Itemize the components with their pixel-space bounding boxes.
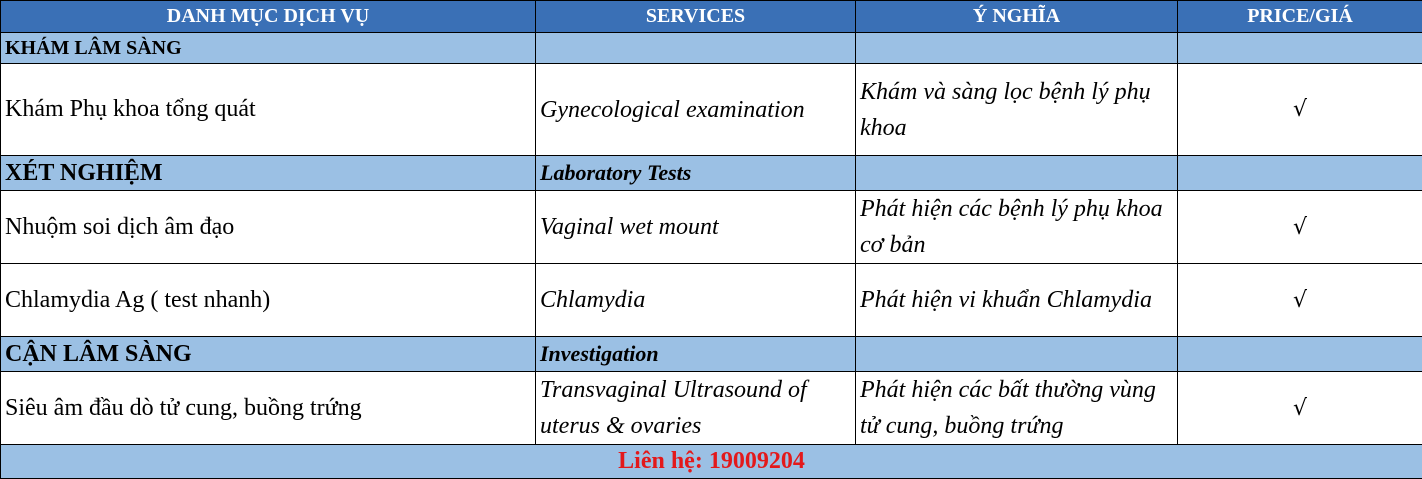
contact-hotline: Liên hệ: 19009204 [1, 445, 1422, 479]
section-row-lab-tests [1, 156, 1422, 191]
service-name: Nhuộm soi dịch âm đạo [1, 191, 536, 264]
section-empty-cell [1178, 156, 1422, 191]
service-meaning: Phát hiện các bất thường vùng tử cung, buồng trứng [856, 372, 1178, 445]
section-title: XÉT NGHIỆM [1, 156, 536, 191]
section-title: CẬN LÂM SÀNG [1, 337, 536, 372]
table-row [1, 191, 1422, 264]
service-meaning: Khám và sàng lọc bệnh lý phụ khoa [856, 64, 1178, 156]
section-row-investigation [1, 337, 1422, 372]
price-check-mark: √ [1178, 372, 1422, 445]
section-empty-cell [856, 33, 1178, 64]
service-name-en: Chlamydia [536, 264, 856, 337]
table-row [1, 64, 1422, 156]
service-meaning: Phát hiện vi khuẩn Chlamydia [856, 264, 1178, 337]
price-check-mark: √ [1178, 64, 1422, 156]
section-empty-cell [1178, 33, 1422, 64]
service-meaning: Phát hiện các bệnh lý phụ khoa cơ bản [856, 191, 1178, 264]
section-row-clinical-exam [1, 33, 1422, 64]
section-title: KHÁM LÂM SÀNG [1, 33, 536, 64]
section-title-en: Laboratory Tests [536, 156, 856, 191]
service-name-en: Gynecological examination [536, 64, 856, 156]
header-services: SERVICES [536, 1, 856, 33]
table-row [1, 264, 1422, 337]
service-name-en: Transvaginal Ultrasound of uterus & ovaries [536, 372, 856, 445]
service-name: Siêu âm đầu dò tử cung, buồng trứng [1, 372, 536, 445]
header-meaning: Ý NGHĨA [856, 1, 1178, 33]
header-service-list: DANH MỤC DỊCH VỤ [1, 1, 536, 33]
price-check-mark: √ [1178, 191, 1422, 264]
header-price: PRICE/GIÁ [1178, 1, 1422, 33]
service-name: Khám Phụ khoa tổng quát [1, 64, 536, 156]
price-check-mark: √ [1178, 264, 1422, 337]
contact-row [1, 445, 1422, 479]
table-header-row [1, 1, 1422, 33]
section-title-en: Investigation [536, 337, 856, 372]
section-title-en [536, 33, 856, 64]
section-empty-cell [1178, 337, 1422, 372]
section-empty-cell [856, 337, 1178, 372]
service-name-en: Vaginal wet mount [536, 191, 856, 264]
service-name: Chlamydia Ag ( test nhanh) [1, 264, 536, 337]
section-empty-cell [856, 156, 1178, 191]
table-row [1, 372, 1422, 445]
